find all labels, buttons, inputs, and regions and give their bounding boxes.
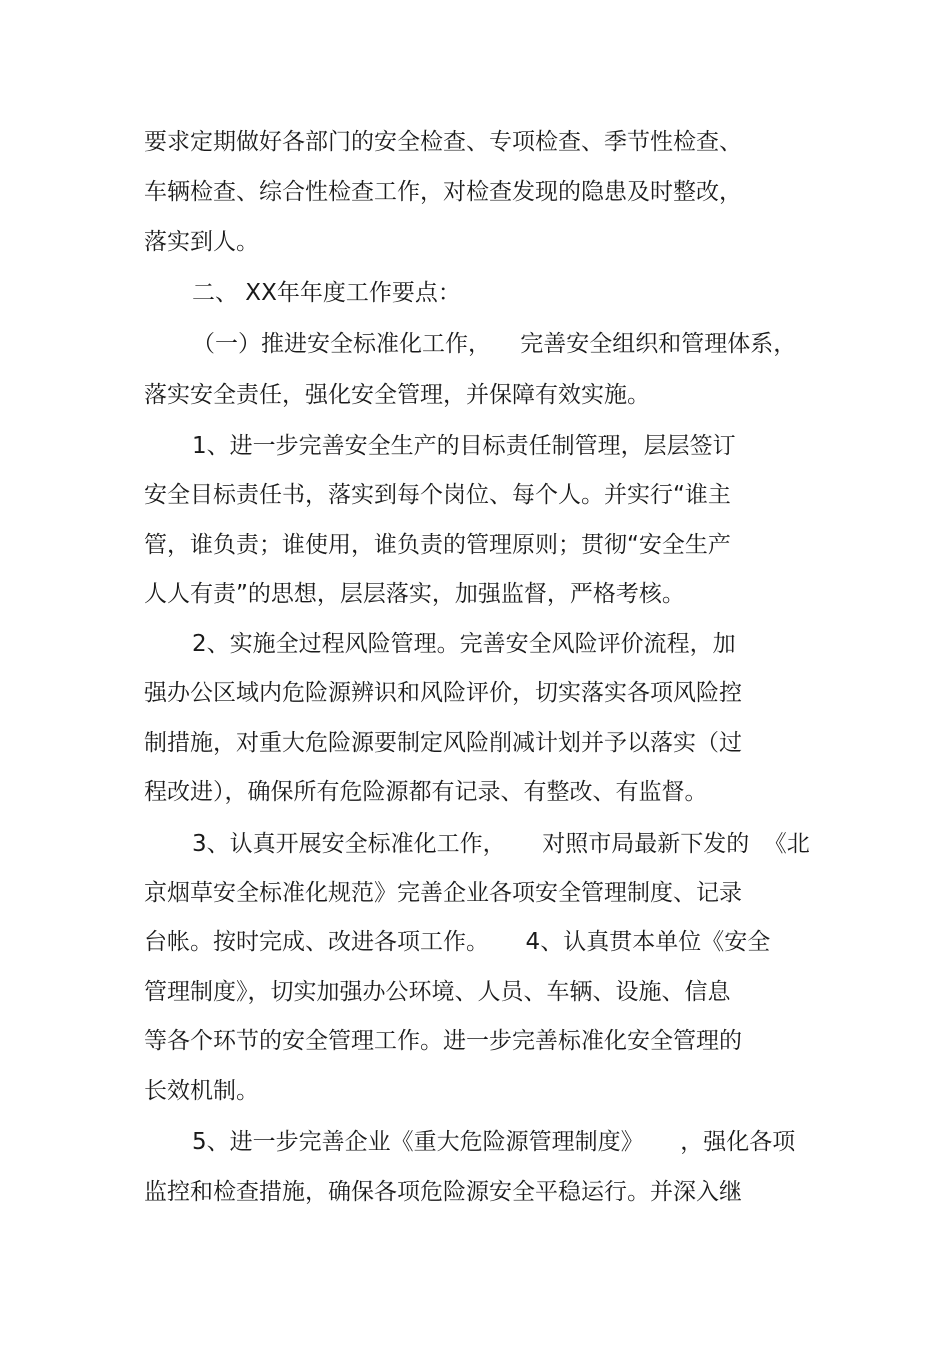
item-line: 1、进一步完善安全生产的目标责任制管理，层层签订: [192, 433, 736, 459]
body-line: 等各个环节的安全管理工作。进一步完善标准化安全管理的: [144, 1028, 742, 1054]
body-line: 台帐。按时完成、改进各项工作。 4、认真贯本单位《安全: [144, 929, 771, 955]
body-line: 程改进），确保所有危险源都有记录、有整改、有监督。: [144, 779, 708, 805]
section-heading: 二、 XX年年度工作要点：: [192, 280, 461, 306]
body-line: 管理制度》，切实加强办公环境、人员、车辆、设施、信息: [144, 979, 731, 1005]
item-line: 2、实施全过程风险管理。完善安全风险评价流程，加: [192, 631, 736, 657]
body-line: 安全目标责任书，落实到每个岗位、每个人。并实行“谁主: [144, 482, 731, 508]
item-line: 3、认真开展安全标准化工作， 对照市局最新下发的 《北: [192, 831, 810, 857]
body-line: 京烟草安全标准化规范》完善企业各项安全管理制度、记录: [144, 880, 742, 906]
body-line: 监控和检查措施，确保各项危险源安全平稳运行。并深入继: [144, 1179, 742, 1205]
body-line: 人人有责”的思想，层层落实，加强监督，严格考核。: [144, 581, 685, 607]
item-line: 5、进一步完善企业《重大危险源管理制度》 ，强化各项: [192, 1129, 796, 1155]
body-line: 长效机制。: [144, 1078, 259, 1104]
body-line: 落实安全责任，强化安全管理，并保障有效实施。: [144, 382, 650, 408]
body-line: 车辆检查、综合性检查工作，对检查发现的隐患及时整改，: [144, 179, 742, 205]
subsection-heading: （一）推进安全标准化工作， 完善安全组织和管理体系，: [192, 331, 797, 357]
body-line: 强办公区域内危险源辨识和风险评价，切实落实各项风险控: [144, 680, 742, 706]
body-line: 要求定期做好各部门的安全检查、专项检查、季节性检查、: [144, 129, 742, 155]
body-line: 管，谁负责；谁使用，谁负责的管理原则；贯彻“安全生产: [144, 532, 731, 558]
body-line: 落实到人。: [144, 229, 259, 255]
body-line: 制措施，对重大危险源要制定风险削减计划并予以落实（过: [144, 730, 742, 756]
